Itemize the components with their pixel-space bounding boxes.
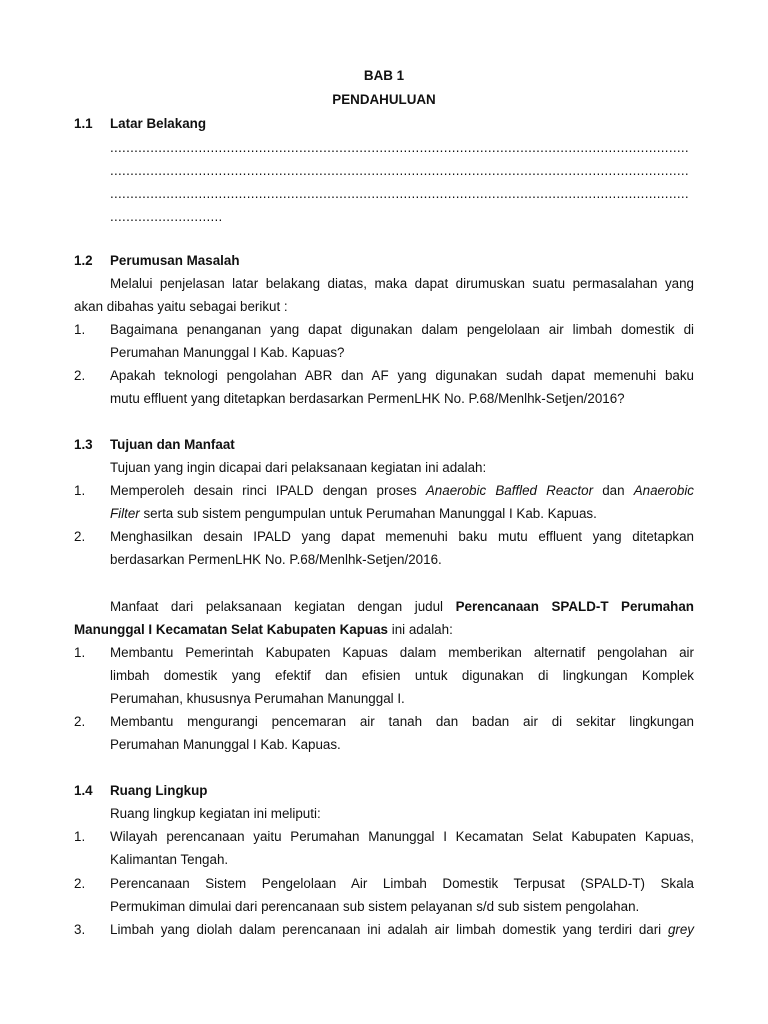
list-item-line: Perumahan, khususnya Perumahan Manunggal I. — [110, 691, 405, 706]
list-item-line: berdasarkan PermenLHK No. P.68/Menlhk-Setjen/2016. — [110, 552, 442, 567]
list-number: 2. — [74, 529, 86, 544]
italic-term: Anaerobic Baffled Reactor — [425, 483, 594, 498]
list-item-line: Menghasilkan desain IPALD yang dapat memenuhi baku mutu effluent yang ditetapkan — [110, 529, 694, 544]
bold-title: Perencanaan SPALD-T Perumahan — [455, 599, 694, 614]
list-number: 1. — [74, 829, 86, 844]
paragraph-line — [110, 599, 694, 615]
list-item-line: Perumahan Manunggal I Kab. Kapuas. — [110, 737, 341, 752]
paragraph-line: Tujuan yang ingin dicapai dari pelaksanaan kegiatan ini adalah: — [110, 460, 487, 475]
list-item-line: Apakah teknologi pengolahan ABR dan AF yang digunakan sudah dapat memenuhi baku — [110, 368, 694, 383]
list-number: 1. — [74, 322, 86, 337]
list-number: 2. — [74, 368, 86, 383]
section-title-ruang-lingkup: Ruang Lingkup — [110, 783, 208, 798]
paragraph-line: akan dibahas yaitu sebagai berikut : — [74, 299, 288, 314]
italic-term: Filter — [110, 506, 140, 521]
text-run: Limbah yang diolah dalam perencanaan ini adalah air limbah domestik yang terdiri dari — [110, 922, 668, 937]
list-item-line: Bagaimana penanganan yang dapat digunakan dalam pengelolaan air limbah domestik di — [110, 322, 694, 337]
text-run: Manfaat dari pelaksanaan kegiatan dengan judul — [110, 599, 456, 614]
placeholder-dots: ................................................................................................................................................ — [110, 163, 689, 178]
list-item-line: mutu effluent yang ditetapkan berdasarkan PermenLHK No. P.68/Menlhk-Setjen/2016? — [110, 391, 625, 406]
list-item-line: Wilayah perencanaan yaitu Perumahan Manunggal I Kecamatan Selat Kabupaten Kapuas, — [110, 829, 694, 844]
list-number: 3. — [74, 922, 86, 937]
section-title-latar-belakang: Latar Belakang — [110, 116, 207, 131]
list-item-line — [110, 506, 694, 522]
paragraph-line: Ruang lingkup kegiatan ini meliputi: — [110, 806, 321, 821]
placeholder-dots: ............................ — [110, 209, 223, 224]
list-item-line — [110, 922, 694, 938]
text-run: dan — [593, 483, 634, 498]
list-item-line: Membantu mengurangi pencemaran air tanah dan badan air di sekitar lingkungan — [110, 714, 694, 729]
text-run: ini adalah: — [388, 622, 453, 637]
list-number: 2. — [74, 876, 86, 891]
list-item-line: Perencanaan Sistem Pengelolaan Air Limbah Domestik Terpusat (SPALD-T) Skala — [110, 876, 694, 891]
section-number-1-1: 1.1 — [74, 116, 93, 131]
list-item-line: Kalimantan Tengah. — [110, 852, 229, 867]
section-number-1-3: 1.3 — [74, 437, 93, 452]
chapter-number: BAB 1 — [363, 68, 405, 83]
placeholder-dots: ................................................................................................................................................ — [110, 140, 689, 155]
list-item-line: Membantu Pemerintah Kabupaten Kapuas dalam memberikan alternatif pengolahan air — [110, 645, 694, 660]
text-run: Memperoleh desain rinci IPALD dengan proses — [110, 483, 426, 498]
chapter-title: PENDAHULUAN — [332, 92, 436, 107]
bold-title: Manunggal I Kecamatan Selat Kabupaten Kapuas — [74, 622, 389, 637]
italic-term: Anaerobic — [633, 483, 694, 498]
paragraph-line — [74, 622, 694, 638]
list-item-line: limbah domestik yang efektif dan efisien untuk digunakan di lingkungan Komplek — [110, 668, 694, 683]
list-item-line — [110, 483, 694, 499]
text-run: serta sub sistem pengumpulan untuk Perumahan Manunggal I Kab. Kapuas. — [139, 506, 597, 521]
italic-term: grey — [667, 922, 694, 937]
list-number: 1. — [74, 483, 86, 498]
placeholder-dots: ................................................................................................................................................ — [110, 186, 689, 201]
section-title-perumusan-masalah: Perumusan Masalah — [110, 253, 240, 268]
list-number: 2. — [74, 714, 86, 729]
section-title-tujuan-manfaat: Tujuan dan Manfaat — [110, 437, 235, 452]
list-item-line: Permukiman dimulai dari perencanaan sub sistem pelayanan s/d sub sistem pengolahan. — [110, 899, 640, 914]
section-number-1-2: 1.2 — [74, 253, 93, 268]
paragraph-line: Melalui penjelasan latar belakang diatas, maka dapat dirumuskan suatu permasalahan yang — [110, 276, 694, 291]
list-number: 1. — [74, 645, 86, 660]
list-item-line: Perumahan Manunggal I Kab. Kapuas? — [110, 345, 345, 360]
section-number-1-4: 1.4 — [74, 783, 93, 798]
